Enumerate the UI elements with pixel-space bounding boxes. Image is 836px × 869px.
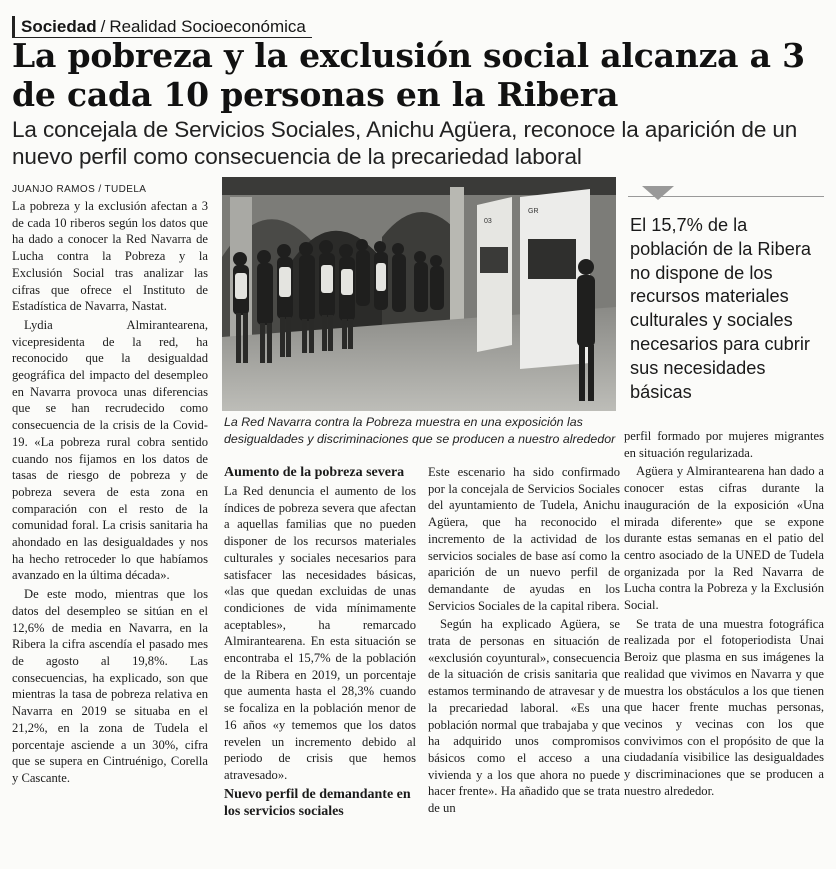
pullquote: El 15,7% de la población de la Ribera no dispone de los recursos materiales culturales y sociales necesarios para cubrir sus necesidades básicas [630,215,811,402]
byline: JUANJO RAMOS / TUDELA [12,184,147,195]
section-subname: Realidad Socioeconómica [109,16,306,36]
section-tag [12,16,312,38]
paragraph: La Red denuncia el aumento de los índices de pobreza severa que afectan a aquellas familias que no pueden disponer de los recursos materiales culturales y sociales necesarios para satisfacer las necesidades básicas, «las que quedan excluidas de unas condiciones de vida mínimamente aceptables», ha remarcado Almirantearena. En esta situación se encontraba el 15,7% de la población de la Ribera en 2019, un porcentaje que aumenta hasta el 28,3% cuando se focaliza en la población menor de 16 años «y tememos que los datos revelen un incremento debido al periodo de crisis que hemos atravesado». [224,484,416,782]
headline: La pobreza y la exclusión social alcanza a 3 de cada 10 personas en la Ribera [12,36,805,114]
section-separator: / [100,16,106,36]
subheading-nuevo-perfil: Nuevo perfil de demandante en los servicios sociales [224,786,411,819]
pullquote-arrow-icon [642,186,674,200]
paragraph: De este modo, mientras que los datos del desempleo se sitúan en el 12,6% de media en Navarra, en la Ribera la cifra ascendía el pasado mes de agosto al 19,8%. Las consecuencias, ha explicado, son que mientras la tasa de pobreza relativa en Navarra en 2019 se situaba en el 21,2%, en la zona de Tudela el porcentaje asciende a un 30%, cifra que se supera en Cintruénigo, Corella y Cascante. [12,587,208,785]
paragraph: Según ha explicado Agüera, se trata de personas en situación de «exclusión coyuntural», consecuencia de la situación de crisis sanitaria que estamos terminando de atravesar y de la precariedad laboral. «Es una población normal que trabajaba y que ha adquirido unos compromisos básicos como el acceso a una vivienda y a los que ahora no puede hacer frente». Ha añadido que se trata de un [428,617,620,816]
article-column-3 [428,464,620,819]
subheading-pobreza-severa: Aumento de la pobreza severa [224,465,405,480]
paragraph: perfil formado por mujeres migrantes en situación regularizada. [624,429,824,460]
exhibition-photo [222,177,616,411]
article-column-2 [224,464,416,822]
section-name: Sociedad [21,16,97,36]
pullquote-divider [628,196,824,197]
article-column-4 [624,428,824,801]
panel-label-2: GR [528,208,539,215]
paragraph: Lydia Almirantearena, vicepresidenta de la red, ha reconocido que la desigualdad geográfica del impacto del desempleo en Navarra provoca unas diferencias que se han recrudecido como consecuencia de la crisis de la Covid-19. «La pobreza rural cobra sentido cuando nos fijamos en los datos de tasas de riesgo de pobreza y de pobreza severa de esta zona en comparación con el resto de la comunidad foral. La crisis sanitaria ha ahondado en las desigualdades y nos ha hecho retroceder lo que habíamos avanzado en la última década». [12,317,208,583]
photo-caption: La Red Navarra contra la Pobreza muestra en una exposición las desigualdades y discriminaciones que se producen a nuestro alrededor [224,415,616,446]
paragraph: Se trata de una muestra fotográfica realizada por el fotoperiodista Unai Beroiz que plasma en sus imágenes la realidad que vivimos en Navarra y que muestra los obstáculos a los que tienen que hacer frente muchas personas, vecinos y vecinas con los que convivimos con el propósito de que la ciudadanía visibilice las desigualdades y discriminaciones que se producen a nuestro alrededor. [624,616,824,798]
article-column-1 [12,198,208,789]
photo-illustration [222,177,616,411]
paragraph: Agüera y Almirantearena han dado a conocer estas cifras durante la inauguración de la exposición «Una mirada diferente» que se expone durante estas semanas en el patio del centro asociado de la UNED de Tudela organizada por la Red Navarra de Lucha contra la Pobreza y la Exclusión Social. [624,464,824,613]
paragraph: Este escenario ha sido confirmado por la concejala de Servicios Sociales del ayuntamiento de Tudela, Anichu Agüera, que ha reconocido el incremento de la actividad de los servicios sociales de base así como la aparición de un nuevo perfil de demandante de ayudas en los Servicios Sociales de la capital ribera. [428,465,620,613]
panel-label-1: 03 [484,218,492,225]
subheadline: La concejala de Servicios Sociales, Anichu Agüera, reconoce la aparición de un nuevo perfil como consecuencia de la precariedad laboral [12,117,798,169]
paragraph: La pobreza y la exclusión afectan a 3 de cada 10 riberos según los datos que ha dado a conocer la Red Navarra de Lucha contra la Pobreza y la Exclusión Social tras analizar las cifras que ofrece el Instituto de Estadística de Navarra, Nastat. [12,199,208,314]
